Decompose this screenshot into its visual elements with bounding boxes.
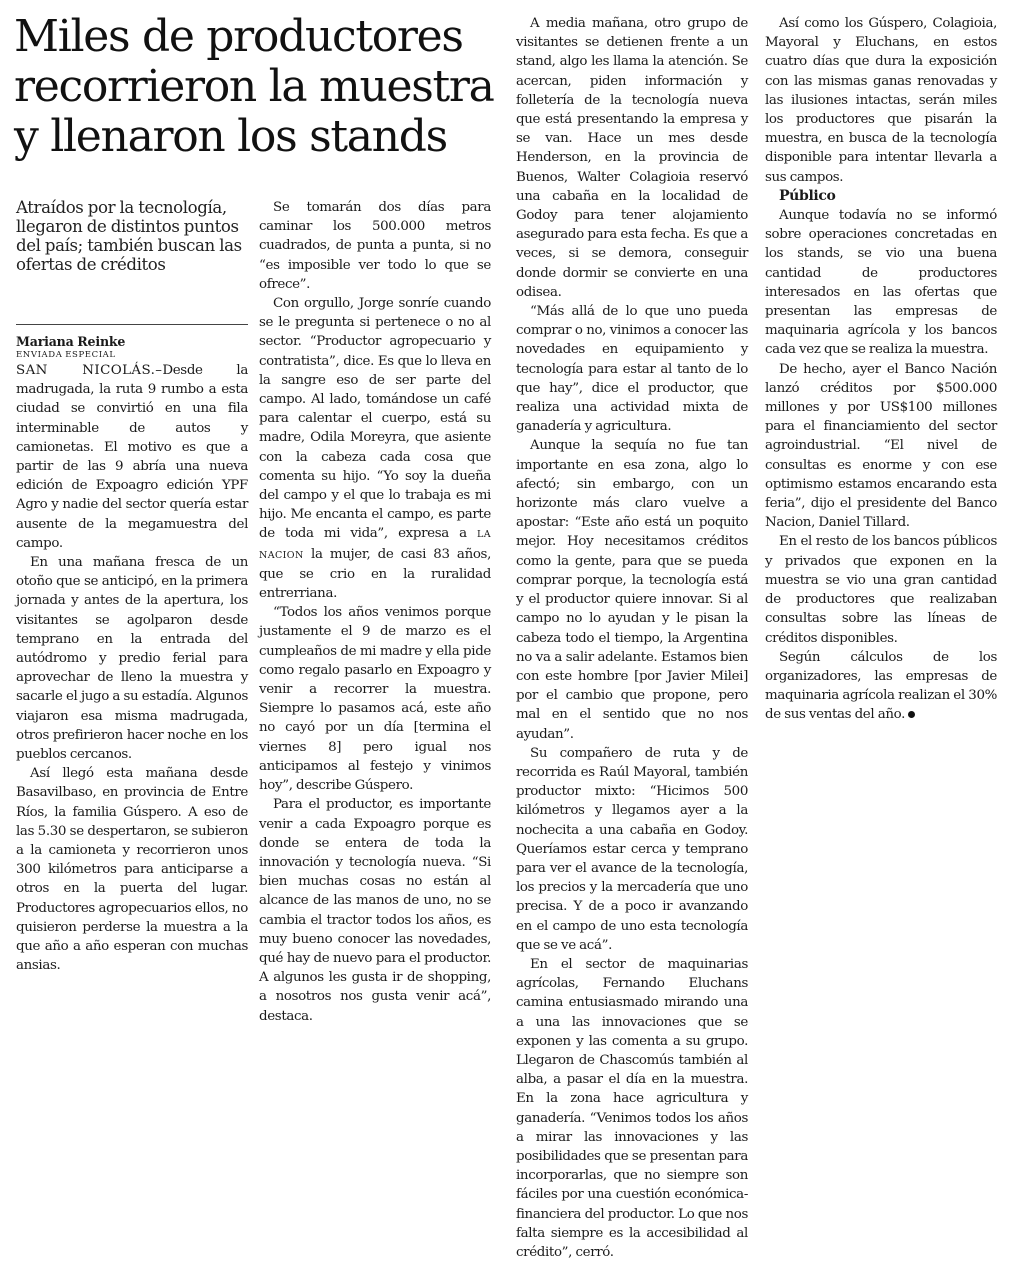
paragraph: En una mañana fresca de un otoño que se anticipó, en la primera jornada y antes de la apertura, los visitantes se agolparon desde temprano en la entrada del autódromo y predio ferial para aprovechar de lleno la muestra y sacarle el jugo a su estadía. Algunos viajaron esa misma madrugada, otros prefirieron hacer noche en los pueblos cercanos. [16,555,248,763]
paragraph: Se tomarán dos días para caminar los 500.000 metros cuadrados, de punta a punta, si no “es imposible ver todo lo que se ofrece”. [259,200,491,292]
paragraph-text: Según cálculos de los organizadores, las empresas de maquinaria agrícola realizan el 30% de sus ventas del año. [765,649,997,723]
column-4 [765,14,997,725]
paragraph: De hecho, ayer el Banco Nación lanzó créditos por $500.000 millones y por US$100 millones para el financiamiento del sector agroindustrial. “El nivel de consultas es enorme y con ese optimismo estamos encarando esta feria”, dijo el presidente del Banco Nacion, Daniel Tillard. [765,361,997,531]
paragraph [765,648,997,725]
paragraph [259,294,491,603]
subhead: Atraídos por la tecnología, llegaron de distintos puntos del país; también buscan las ofertas de créditos [16,198,242,274]
paragraph: Su compañero de ruta y de recorrida es Raúl Mayoral, también productor mixto: “Hicimos 500 kilómetros y llegamos ayer a la nochecita a una cabaña en Godoy. Queríamos estar cerca y temprano para ver el avance de la tecnología, los precios y la mercadería que uno precisa. Y de a poco ir avanzando en el campo de uno esta tecnología que se ve acá”. [516,745,748,953]
column-2 [259,198,491,1026]
paragraph: Así llegó esta mañana desde Basavilbaso, en provincia de Entre Ríos, la familia Gúspero. A eso de las 5.30 se despertaron, se subieron a la camioneta y recorrieron unos 300 kilómetros para anticiparse a otros en la puerta del lugar. Productores agropecuarios ellos, no quisieron perderse la muestra a la que año a año esperan con muchas ansias. [16,766,248,974]
paragraph: Así como los Gúspero, Colagioia, Mayoral y Eluchans, en estos cuatro días que dura la exposición con las mismas ganas renovadas y las ilusiones intactas, serán miles los productores que pisarán la muestra, en busca de la tecnología disponible para intentar llevarla a sus campos. [765,16,997,185]
paragraph: Para el productor, es importante venir a cada Expoagro porque es donde se entera de toda la innovación y tecnología nueva. “Si bien muchas cosas no están al alcance de las manos de uno, no se cambia el tractor todos los años, es muy bueno conocer las novedades, qué hay de nuevo para el productor. A algunos les gusta ir de shopping, a nosotros nos gusta venir acá”, destaca. [259,797,491,1024]
paragraph: En el sector de maquinarias agrícolas, Fernando Eluchans camina entusiasmado mirando una a una las innovaciones que se exponen y las comenta a su grupo. Llegaron de Chascomús también al alba, a pasar el día en la muestra. En la zona hace agricultura y ganadería. “Venimos todos los años a mirar las innovaciones y las posibilidades que se presentan para incorporarlas, que no siempre son fáciles por una cuestión económica-financiera del productor. Lo que nos falta siempre es la accesibilidad al crédito”, cerró. [516,956,748,1260]
paragraph: Aunque todavía no se informó sobre operaciones concretadas en los stands, se vio una buena cantidad de productores interesados en las ofertas que presentan las empresas de maquinaria agrícola y los bancos cada vez que se realiza la muestra. [765,208,997,358]
author-role: ENVIADA ESPECIAL [16,350,116,360]
paragraph: A media mañana, otro grupo de visitantes se detienen frente a un stand, algo les llama la atención. Se acercan, piden información y folletería de la tecnología nueva que está presentando la empresa y se van. Hace un mes desde Henderson, en la provincia de Buenos, Walter Colagioia reservó una cabaña en la localidad de Godoy para tener alojamiento asegurado para esta fecha. Es que a veces, si se demora, conseguir donde dormir se convierte en una odisea. [516,16,748,300]
paragraph: Aunque la sequía no fue tan importante en esa zona, algo lo afectó; sin embargo, con un horizonte más claro vuelve a apostar: “Este año está un poquito mejor. Hoy necesitamos créditos como la gente, para que se pueda comprar porque, la tecnología está y el productor quiere innovar. Si al campo no lo ayudan y le pisan la cabeza todo el tiempo, la Argentina no va a salir adelante. Estamos bien con este hombre [por Javier Milei] por el cambio que propone, pero mal en el sentido que no nos ayudan”. [516,438,748,742]
paragraph: En el resto de los bancos públicos y privados que exponen en la muestra se vio una gran cantidad de productores que realizaban consultas sobre las líneas de créditos disponibles. [765,534,997,646]
column-3 [516,14,748,1262]
paragraph-text: la mujer, de casi 83 años, que se crio en la ruralidad entrerriana. [259,546,491,602]
column-1 [16,198,248,976]
dateline: SAN NICOLÁS.– [16,363,163,378]
divider [16,324,248,325]
paragraph-text: Desde la madrugada, la ruta 9 rumbo a esta ciudad se convirtió en una fila interminable de autos y camionetas. El motivo es que a partir de las 9 abría una nueva edición de Expoagro edición YPF Agro y nadie del sector quería estar ausente de la megamuestra del campo. [16,363,248,551]
paragraph-text: Con orgullo, Jorge sonríe cuando se le pregunta si pertenece o no al sector. “Productor agropecuario y contratista”, dice. Es que lo lleva en la sangre eso de ser parte del campo. Al lado, tomándose un café para calentar el cuerpo, está su madre, Odila Moreyra, que asiente con la cabeza cada cosa que comenta su hijo. “Yo soy la dueña del campo y el que lo trabaja es mi hijo. Me encanta el campo, es parte de toda mi vida”, expresa a [259,296,491,542]
paragraph: “Más allá de lo que uno pueda comprar o no, vinimos a conocer las novedades en equipamiento y tecnología para estar al tanto de lo que hay”, dice el productor, que realiza una actividad mixta de ganadería y agricultura. [516,304,748,435]
paragraph [16,361,248,553]
section-title: Público [779,187,836,204]
end-mark-icon [908,711,915,718]
paragraph: “Todos los años venimos porque justamente el 9 de marzo es el cumpleaños de mi madre y ella pide como regalo pasarlo en Expoagro y venir a recorrer la muestra. Siempre lo pasamos acá, este año no cayó por un día [termina el viernes 8] pero igual nos anticipamos al festejo y vinimos hoy”, describe Gúspero. [259,605,491,794]
author-name: Mariana Reinke [16,334,126,349]
headline: Miles de productores recorrieron la muestra y llenaron los stands [14,11,494,162]
newspaper-name: LA NACION [259,529,491,561]
